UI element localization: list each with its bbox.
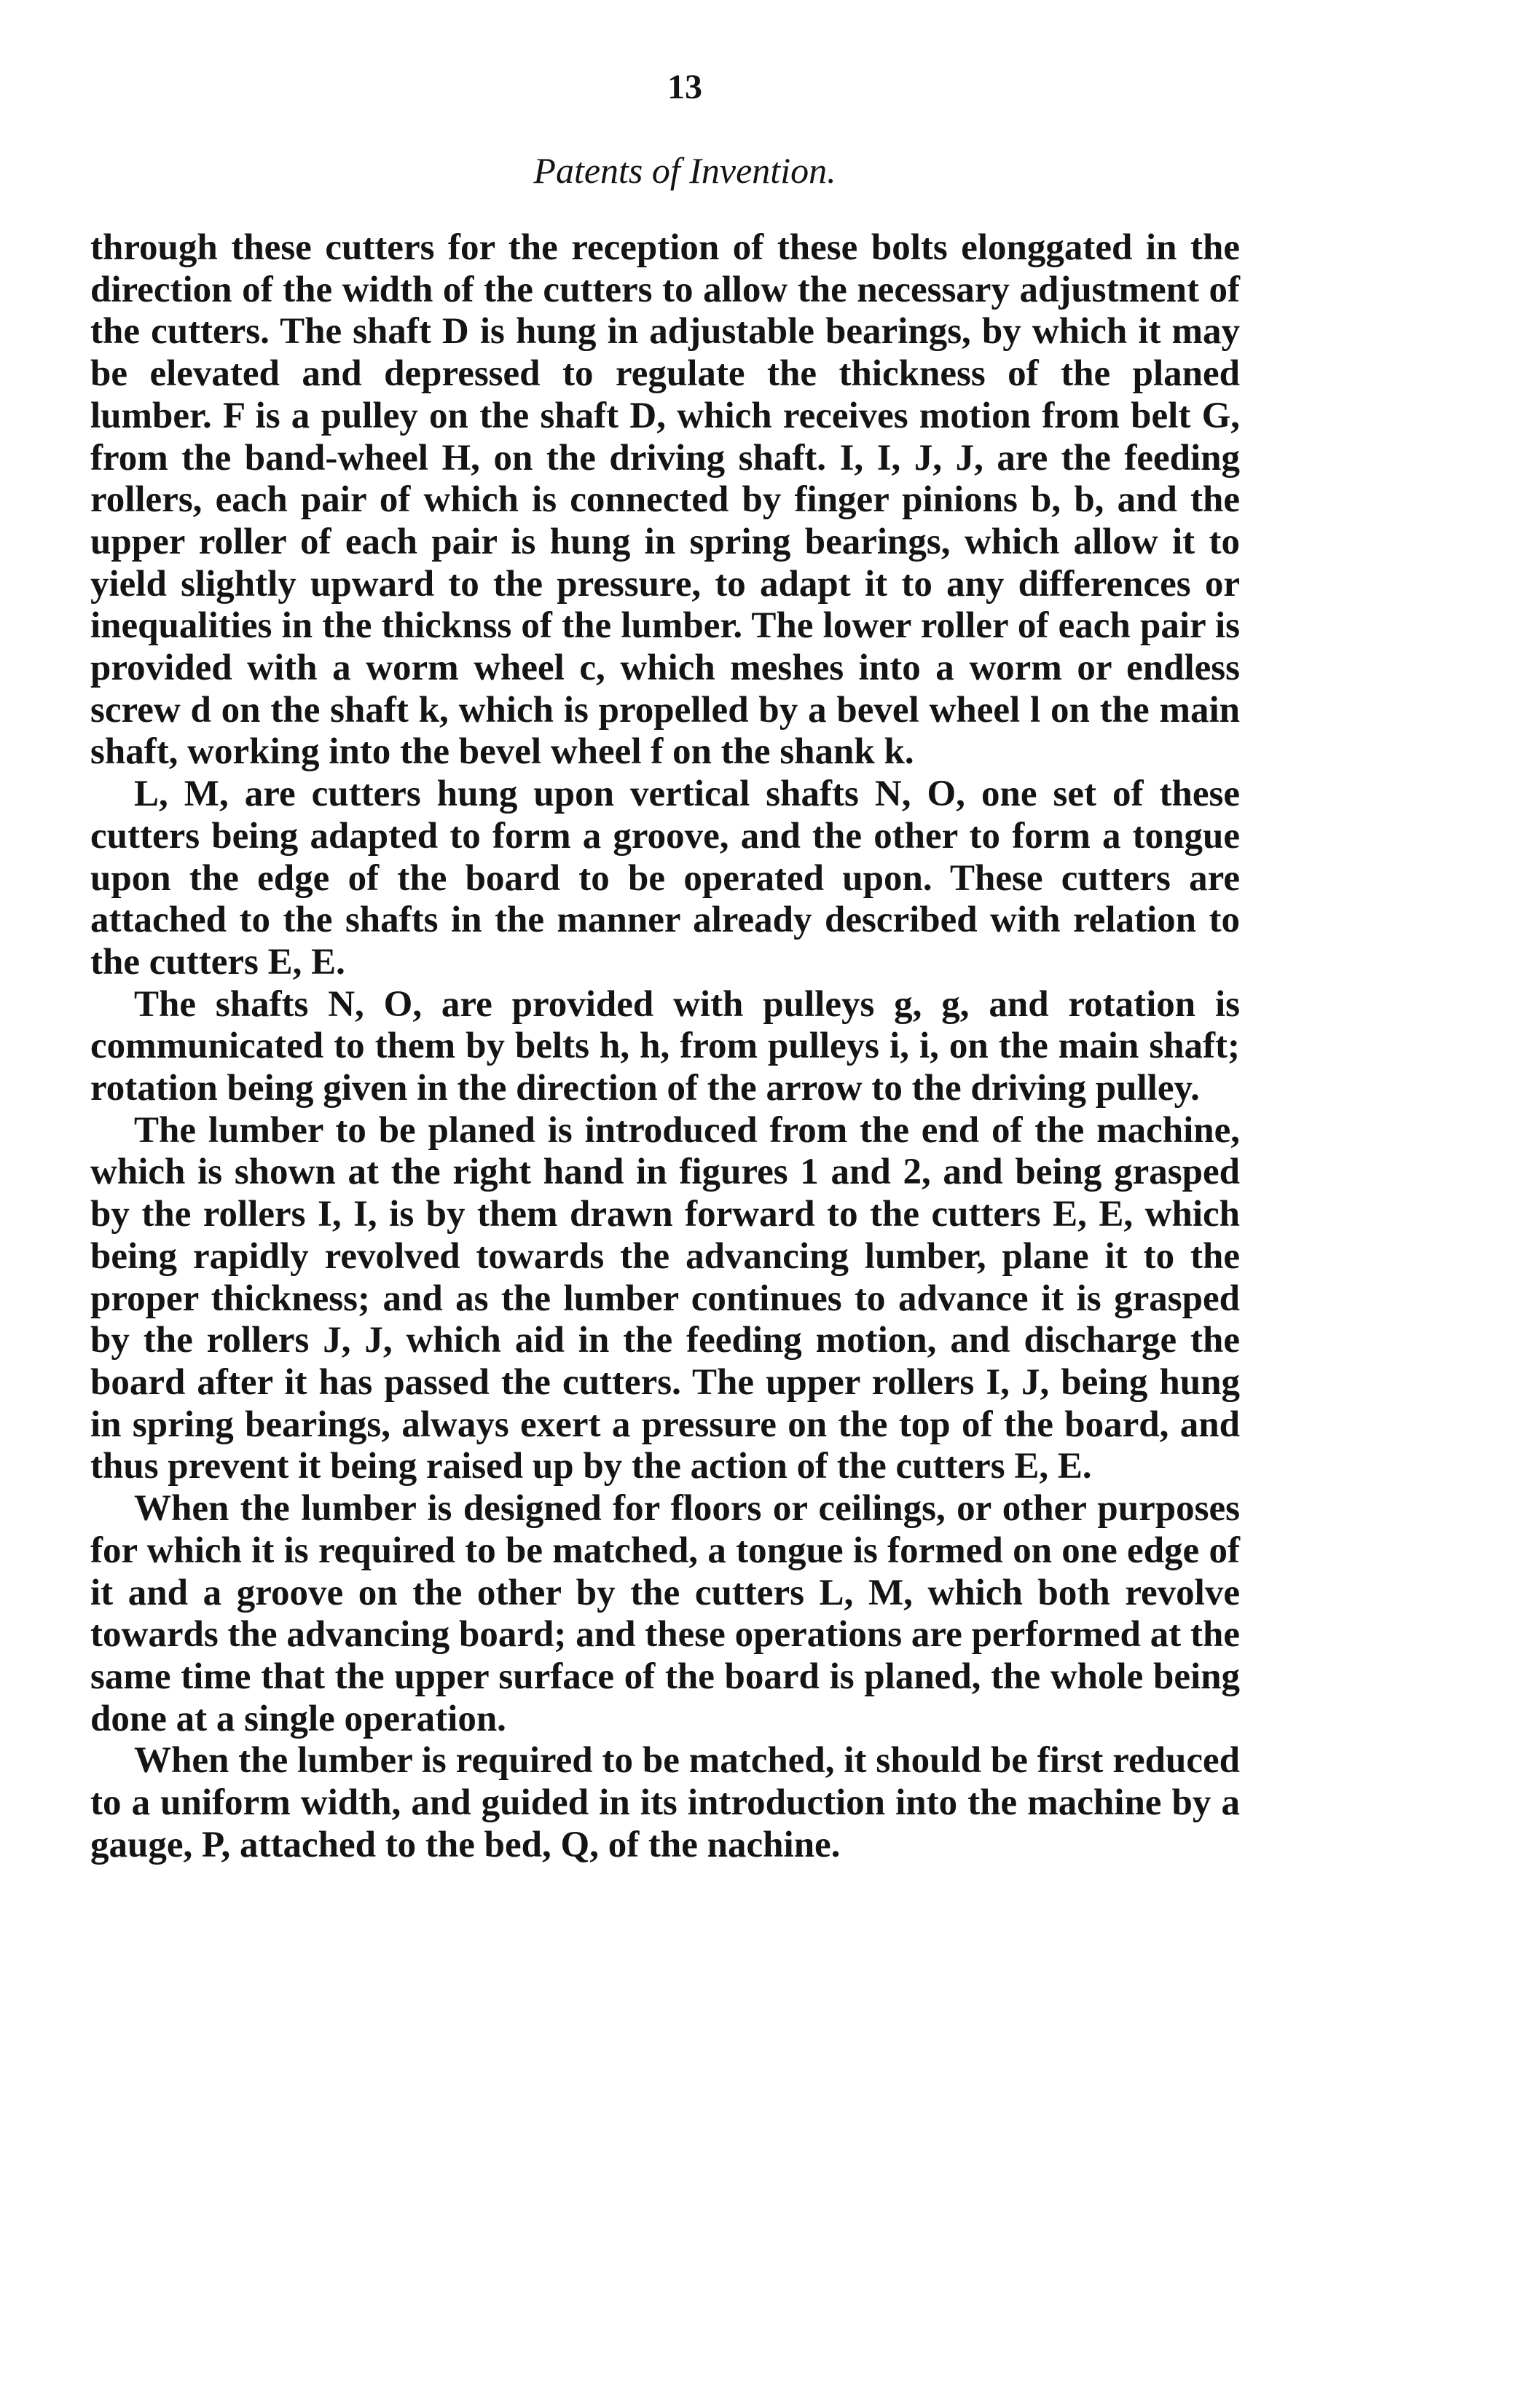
running-title: Patents of Invention. <box>533 150 836 191</box>
paragraph: The shafts N, O, are provided with pulleys g, g, and rotation is communicated to them by belts h, h, from pulleys i, i, on the main shaft; rotation being given in the direction of the arrow to the driving pulley. <box>90 983 1240 1109</box>
paragraph: The lumber to be planed is introduced from the end of the machine, which is shown at the right hand in figures 1 and 2, and being grasped by the rollers I, I, is by them drawn forward to the cutters E, E, which being rapidly revolved towards the advancing lumber, plane it to the proper thickness; and as the lumber continues to advance it is grasped by the rollers J, J, which aid in the feeding motion, and discharge the board after it has passed the cutters. The upper rollers I, J, being hung in spring bearings, always exert a pressure on the top of the board, and thus prevent it being raised up by the action of the cutters E, E. <box>90 1109 1240 1487</box>
paragraph: through these cutters for the reception of these bolts elonggated in the direction of the width of the cutters to allow the necessary adjustment of the cutters. The shaft D is hung in adjustable bearings, by which it may be elevated and depressed to regulate the thickness of the planed lumber. F is a pulley on the shaft D, which receives motion from belt G, from the band-wheel H, on the driving shaft. I, I, J, J, are the feeding rollers, each pair of which is connected by finger pinions b, b, and the upper roller of each pair is hung in spring bearings, which allow it to yield slightly upward to the pressure, to adapt it to any differences or inequalities in the thicknss of the lumber. The lower roller of each pair is provided with a worm wheel c, which meshes into a worm or endless screw d on the shaft k, which is propelled by a bevel wheel l on the main shaft, working into the bevel wheel f on the shank k. <box>90 227 1240 773</box>
paragraph: When the lumber is designed for floors or ceilings, or other purposes for which it is required to be matched, a tongue is formed on one edge of it and a groove on the other by the cutters L, M, which both revolve towards the advancing board; and these operations are performed at the same time that the upper surface of the board is planed, the whole being done at a single operation. <box>90 1488 1240 1739</box>
paragraph: L, M, are cutters hung upon vertical shafts N, O, one set of these cutters being adapted to form a groove, and the other to form a tongue upon the edge of the board to be operated upon. These cutters are attached to the shafts in the manner already described with relation to the cutters E, E. <box>90 774 1240 983</box>
body-text <box>90 227 1240 1866</box>
page-number: 13 <box>667 68 702 106</box>
paragraph: When the lumber is required to be matched, it should be first reduced to a uniform width, and guided in its introduction into the machine by a gauge, P, attached to the bed, Q, of the nachine. <box>90 1740 1240 1865</box>
